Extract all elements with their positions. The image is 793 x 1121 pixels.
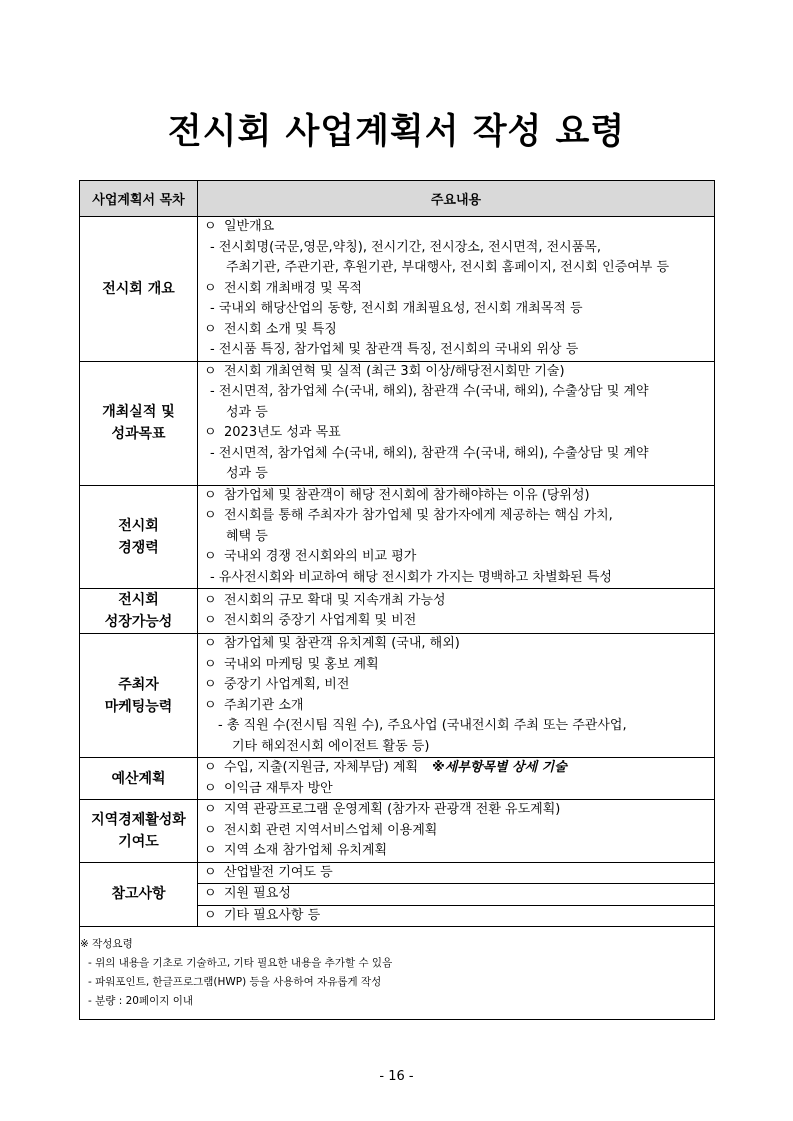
list-item: - 전시면적, 참가업체 수(국내, 해외), 참관객 수(국내, 해외), 수출상담 및 계약 <box>210 445 649 461</box>
circle-bullet: ㅇ <box>204 677 217 692</box>
list-item: - 총 직원 수(전시팀 직원 수), 주요사업 (국내전시회 주최 또는 주관사업, <box>218 718 627 733</box>
table-row <box>80 634 715 758</box>
list-item: ㅇ 주최기관 소개 <box>198 696 714 717</box>
content-cell <box>198 217 715 362</box>
content-cell <box>198 634 715 758</box>
list-item: ㅇ 전시회를 통해 주최자가 참가업체 및 참가자에게 제공하는 핵심 가치, <box>198 506 714 527</box>
circle-bullet: ㅇ <box>204 487 217 503</box>
circle-bullet: ㅇ <box>204 697 217 713</box>
list-item: ㅇ 전시회의 중장기 사업계획 및 비전 <box>198 611 714 632</box>
dash-bullet: - <box>210 301 215 316</box>
list-item: ㅇ 중장기 사업계획, 비전 <box>198 675 714 696</box>
note-item: - 파워포인트, 한글프로그램(HWP) 등을 사용하여 자유롭게 작성 <box>88 976 382 988</box>
dash-bullet: - <box>210 239 215 255</box>
table-row <box>80 217 715 362</box>
category-cell <box>80 361 198 485</box>
list-item: ㅇ 전시회 소개 및 특징 <box>198 320 714 341</box>
list-item: ㅇ 산업발전 기여도 등 <box>198 863 714 884</box>
note-item: - 분량 : 20페이지 이내 <box>88 995 194 1007</box>
list-item: ㅇ 참가업체 및 참관객 유치계획 (국내, 해외) <box>198 634 714 655</box>
dash-bullet: - <box>210 445 215 461</box>
list-item: ㅇ 전시회 관련 지역서비스업체 이용계획 <box>198 821 714 842</box>
category-cell <box>80 800 198 863</box>
list-item: ㅇ 기타 필요사항 등 <box>198 905 714 927</box>
list-item: - 전시품 특징, 참가업체 및 참관객 특징, 전시회의 국내외 위상 등 <box>210 342 579 357</box>
list-item: ㅇ 지역 관광프로그램 운영계획 (참가자 관광객 전환 유도계획) <box>198 800 714 821</box>
dash-bullet: - <box>210 384 215 399</box>
category-cell <box>80 862 198 927</box>
circle-bullet: ㅇ <box>204 363 217 379</box>
list-item: 성과 등 <box>226 404 268 420</box>
circle-bullet: ㅇ <box>204 822 217 838</box>
category-cell <box>80 589 198 634</box>
list-item: ㅇ 이익금 재투자 방안 <box>198 779 714 800</box>
circle-bullet: ㅇ <box>204 508 217 523</box>
header-content: 주요내용 <box>198 181 715 217</box>
category-label: 지역경제활성화 <box>91 811 186 828</box>
notes-row <box>80 927 715 1020</box>
circle-bullet: ㅇ <box>204 425 217 440</box>
circle-bullet: ㅇ <box>204 280 217 296</box>
category-label: 전시회 <box>118 592 159 608</box>
list-item: 주최기관, 주관기관, 후원기관, 부대행사, 전시회 홈페이지, 전시회 인증여부 등 <box>226 260 670 275</box>
category-label: 성과목표 <box>111 426 166 442</box>
circle-bullet: ㅇ <box>204 219 217 234</box>
category-cell <box>80 634 198 758</box>
category-label: 주최자 <box>118 676 159 693</box>
list-item: ㅇ 수입, 지출(지원금, 자체부담) 계획 ※세부항목별 상세 기술 <box>198 758 714 779</box>
circle-bullet: ㅇ <box>204 321 217 337</box>
header-toc: 사업계획서 목차 <box>80 181 198 217</box>
list-item: - 유사전시회와 비교하여 해당 전시회가 가지는 명백하고 차별화된 특성 <box>210 569 612 585</box>
category-label: 마케팅능력 <box>104 698 173 715</box>
list-item: ㅇ 일반개요 <box>198 217 714 238</box>
category-label: 성장가능성 <box>104 614 173 630</box>
circle-bullet: ㅇ <box>204 864 217 880</box>
list-item: 기타 해외전시회 에이전트 활동 등) <box>232 738 430 754</box>
table-row <box>80 485 715 589</box>
category-label: 전시회 개요 <box>102 280 175 297</box>
circle-bullet: ㅇ <box>204 636 217 651</box>
content-cell <box>198 758 715 800</box>
circle-bullet: ㅇ <box>204 592 217 608</box>
circle-bullet: ㅇ <box>204 886 217 901</box>
list-item: ㅇ 전시회 개최배경 및 목적 <box>198 279 714 300</box>
page-number: - 16 - <box>379 1069 414 1084</box>
category-label: 기여도 <box>118 833 159 850</box>
category-label: 참고사항 <box>111 886 166 903</box>
list-item: ㅇ 지원 필요성 <box>198 883 714 905</box>
circle-bullet: ㅇ <box>204 802 217 817</box>
dash-bullet: - <box>218 718 223 733</box>
circle-bullet: ㅇ <box>204 780 217 796</box>
circle-bullet: ㅇ <box>204 613 217 628</box>
content-cell <box>198 361 715 485</box>
list-item: - 전시회명(국문,영문,약칭), 전시기간, 전시장소, 전시면적, 전시품목, <box>210 239 601 255</box>
category-label: 예산계획 <box>111 770 166 787</box>
content-cell <box>198 862 715 927</box>
content-cell <box>198 800 715 863</box>
category-cell <box>80 217 198 362</box>
business-plan-table <box>79 180 715 1020</box>
table-header-row <box>80 181 715 217</box>
circle-bullet: ㅇ <box>204 843 217 858</box>
circle-bullet: ㅇ <box>204 760 217 775</box>
list-item: ㅇ 국내외 마케팅 및 홍보 계획 <box>198 655 714 676</box>
category-label: 경쟁력 <box>118 539 159 556</box>
category-cell <box>80 758 198 800</box>
page-title: 전시회 사업계획서 작성 요령 <box>167 112 626 152</box>
table-row <box>80 589 715 634</box>
emphasis-note: ※세부항목별 상세 기술 <box>432 760 567 775</box>
list-item: ㅇ 국내외 경쟁 전시회와의 비교 평가 <box>198 547 714 568</box>
table-row <box>80 862 715 927</box>
list-item: - 국내외 해당산업의 동향, 전시회 개최필요성, 전시회 개최목적 등 <box>210 301 583 316</box>
list-item: - 전시면적, 참가업체 수(국내, 해외), 참관객 수(국내, 해외), 수출상담 및 계약 <box>210 384 649 399</box>
dash-bullet: - <box>210 342 215 357</box>
list-item: 혜택 등 <box>226 528 268 544</box>
note-item: - 위의 내용을 기초로 기술하고, 기타 필요한 내용을 추가할 수 있음 <box>88 957 393 969</box>
circle-bullet: ㅇ <box>204 656 217 672</box>
list-item: 성과 등 <box>226 466 268 481</box>
dash-bullet: - <box>210 569 215 585</box>
list-item: ㅇ 참가업체 및 참관객이 해당 전시회에 참가해야하는 이유 (당위성) <box>198 486 714 507</box>
notes-heading: ※ 작성요령 <box>80 938 133 950</box>
category-label: 전시회 <box>118 517 159 534</box>
circle-bullet: ㅇ <box>204 907 217 923</box>
writing-guidelines <box>80 927 715 1020</box>
content-cell <box>198 589 715 634</box>
table-row <box>80 800 715 863</box>
circle-bullet: ㅇ <box>204 549 217 564</box>
content-cell <box>198 485 715 589</box>
list-item: ㅇ 전시회의 규모 확대 및 지속개최 가능성 <box>198 591 714 612</box>
list-item: ㅇ 지역 소재 참가업체 유치계획 <box>198 841 714 862</box>
table-row <box>80 758 715 800</box>
category-cell <box>80 485 198 589</box>
table-row <box>80 361 715 485</box>
list-item: ㅇ 전시회 개최연혁 및 실적 (최근 3회 이상/해당전시회만 기술) <box>198 362 714 383</box>
list-item: ㅇ 2023년도 성과 목표 <box>198 423 714 444</box>
category-label: 개최실적 및 <box>102 404 175 420</box>
